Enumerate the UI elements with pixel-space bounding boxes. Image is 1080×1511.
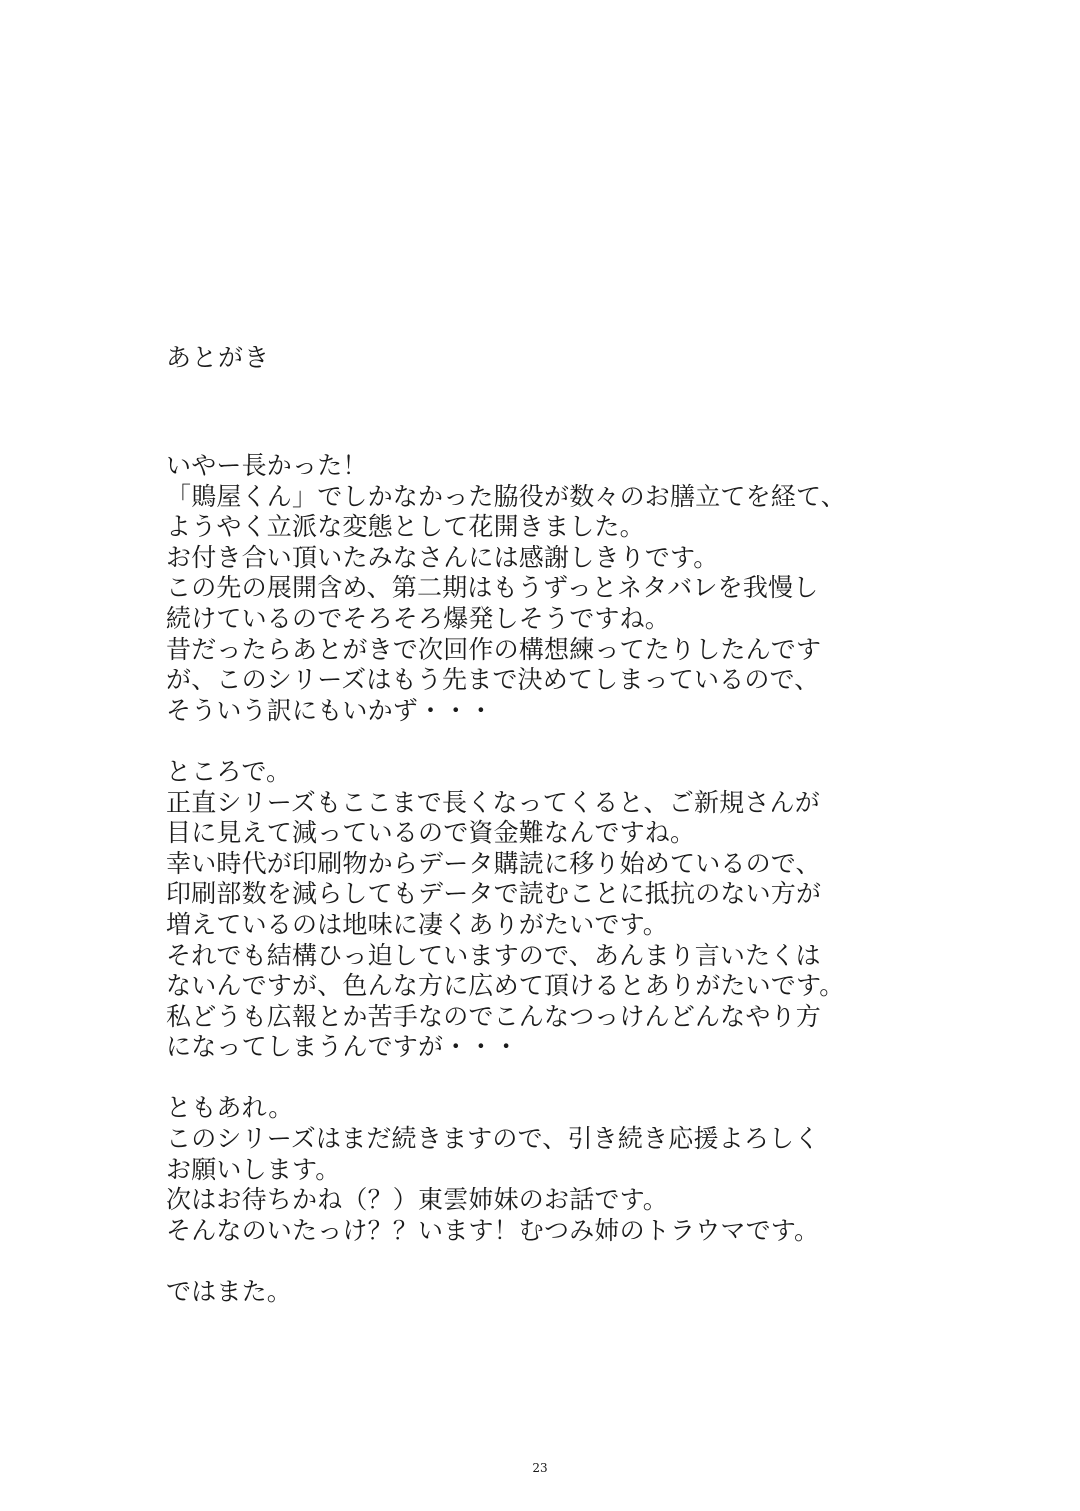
text-line: そういう訳にもいかず・・・ xyxy=(166,695,494,725)
text-line: そんなのいたっけ？？います！むつみ姉のトラウマです。 xyxy=(166,1215,820,1245)
text-line: ないんですが、色んな方に広めて頂けるとありがたいです。 xyxy=(166,971,845,1001)
text-line: 増えているのは地味に凄くありがたいです。 xyxy=(166,909,669,939)
paragraph-break xyxy=(166,1246,926,1277)
text-line: ところで。 xyxy=(166,756,292,786)
text-line: この先の展開含め、第二期はもうずっとネタバレを我慢し xyxy=(166,573,819,603)
text-line: 昔だったらあとがきで次回作の構想練ってたりしたんです xyxy=(166,634,822,664)
text-line: 幸い時代が印刷物からデータ購読に移り始めているので、 xyxy=(166,848,821,878)
text-line: それでも結構ひっ迫していますので、あんまり言いたくは xyxy=(166,940,821,970)
page-title: あとがき xyxy=(166,343,271,372)
text-line: が、このシリーズはもう先まで決めてしまっているので、 xyxy=(166,665,820,695)
text-line: お付き合い頂いたみなさんには感謝しきりです。 xyxy=(166,542,719,572)
paragraph-break xyxy=(166,726,926,757)
text-line: 「鵙屋くん」でしかなかった脇役が数々のお膳立てを経て、 xyxy=(166,481,846,511)
page-number: 23 xyxy=(532,1461,548,1475)
text-line: お願いします。 xyxy=(166,1154,341,1184)
text-line: いやー長かった！ xyxy=(166,451,368,480)
text-line: 続けているのでそろそろ爆発しそうですね。 xyxy=(166,603,671,633)
text-line: このシリーズはまだ続きますので、引き続き応援よろしく xyxy=(166,1124,820,1154)
afterword-body xyxy=(166,451,926,1308)
text-line: 次はお待ちかね（？）東雲姉妹のお話です。 xyxy=(166,1185,669,1215)
text-line: ようやく立派な変態として花開きました。 xyxy=(166,512,645,542)
text-line: 私どうも広報とか苦手なのでこんなつっけんどんなやり方 xyxy=(166,1001,821,1031)
text-line: 正直シリーズもここまで長くなってくると、ご新規さんが xyxy=(166,787,820,817)
text-line: 目に見えて減っているので資金難なんですね。 xyxy=(166,818,696,848)
paragraph-break xyxy=(166,1063,926,1094)
text-line: になってしまうんですが・・・ xyxy=(166,1032,519,1062)
text-line: 印刷部数を減らしてもデータで読むことに抵抗のない方が xyxy=(166,879,822,909)
text-line: ともあれ。 xyxy=(166,1093,294,1123)
text-line: ではまた。 xyxy=(166,1277,293,1307)
